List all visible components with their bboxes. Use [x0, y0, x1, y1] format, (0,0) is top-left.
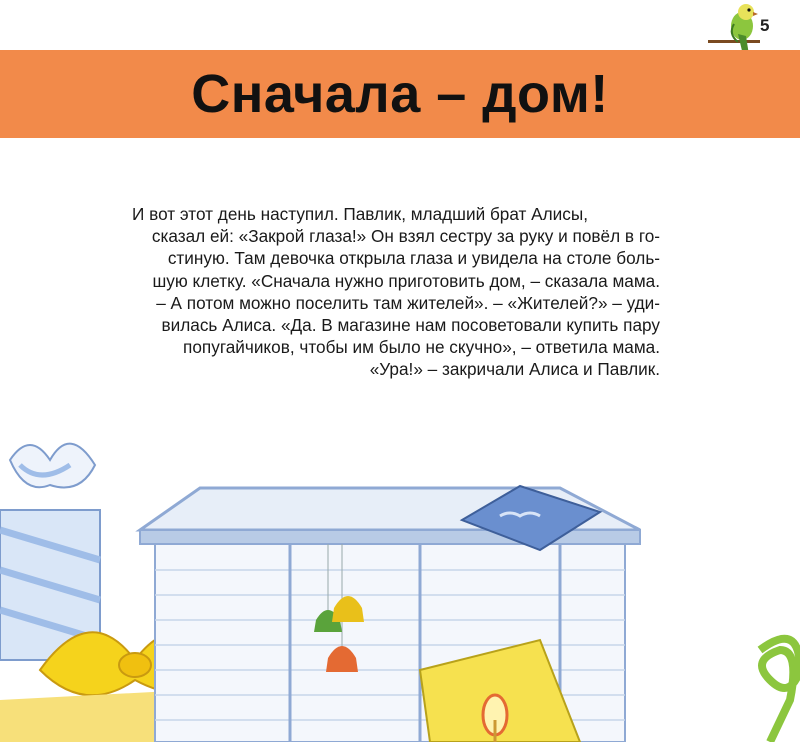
story-line: попугайчиков, чтобы им было не скучно», – ответила мама.: [183, 337, 660, 358]
story-line: И вот этот день наступил. Павлик, младший брат Алисы,: [132, 204, 588, 224]
illustration: [0, 420, 800, 742]
page-title: Сначала – дом!: [191, 64, 609, 124]
story-line: «Ура!» – закричали Алиса и Павлик.: [369, 359, 660, 380]
gift-box-icon: [0, 444, 100, 660]
story-text: [132, 203, 660, 381]
story-line: – А потом можно поселить там жителей». – «Жителей?» – уди-: [156, 292, 660, 313]
story-line: стиную. Там девочка открыла глаза и увидела на столе боль-: [167, 248, 660, 269]
story-line: вилась Алиса. «Да. В магазине нам посоветовали купить пару: [161, 315, 660, 336]
perch: [708, 40, 760, 43]
story-line: шую клетку. «Сначала нужно приготовить дом, – сказала мама.: [152, 270, 660, 291]
ribbon-curl-icon: [760, 639, 800, 742]
page-number: 5: [760, 16, 770, 35]
story-line: сказал ей: «Закрой глаза!» Он взял сестру за руку и повёл в го-: [151, 226, 660, 247]
